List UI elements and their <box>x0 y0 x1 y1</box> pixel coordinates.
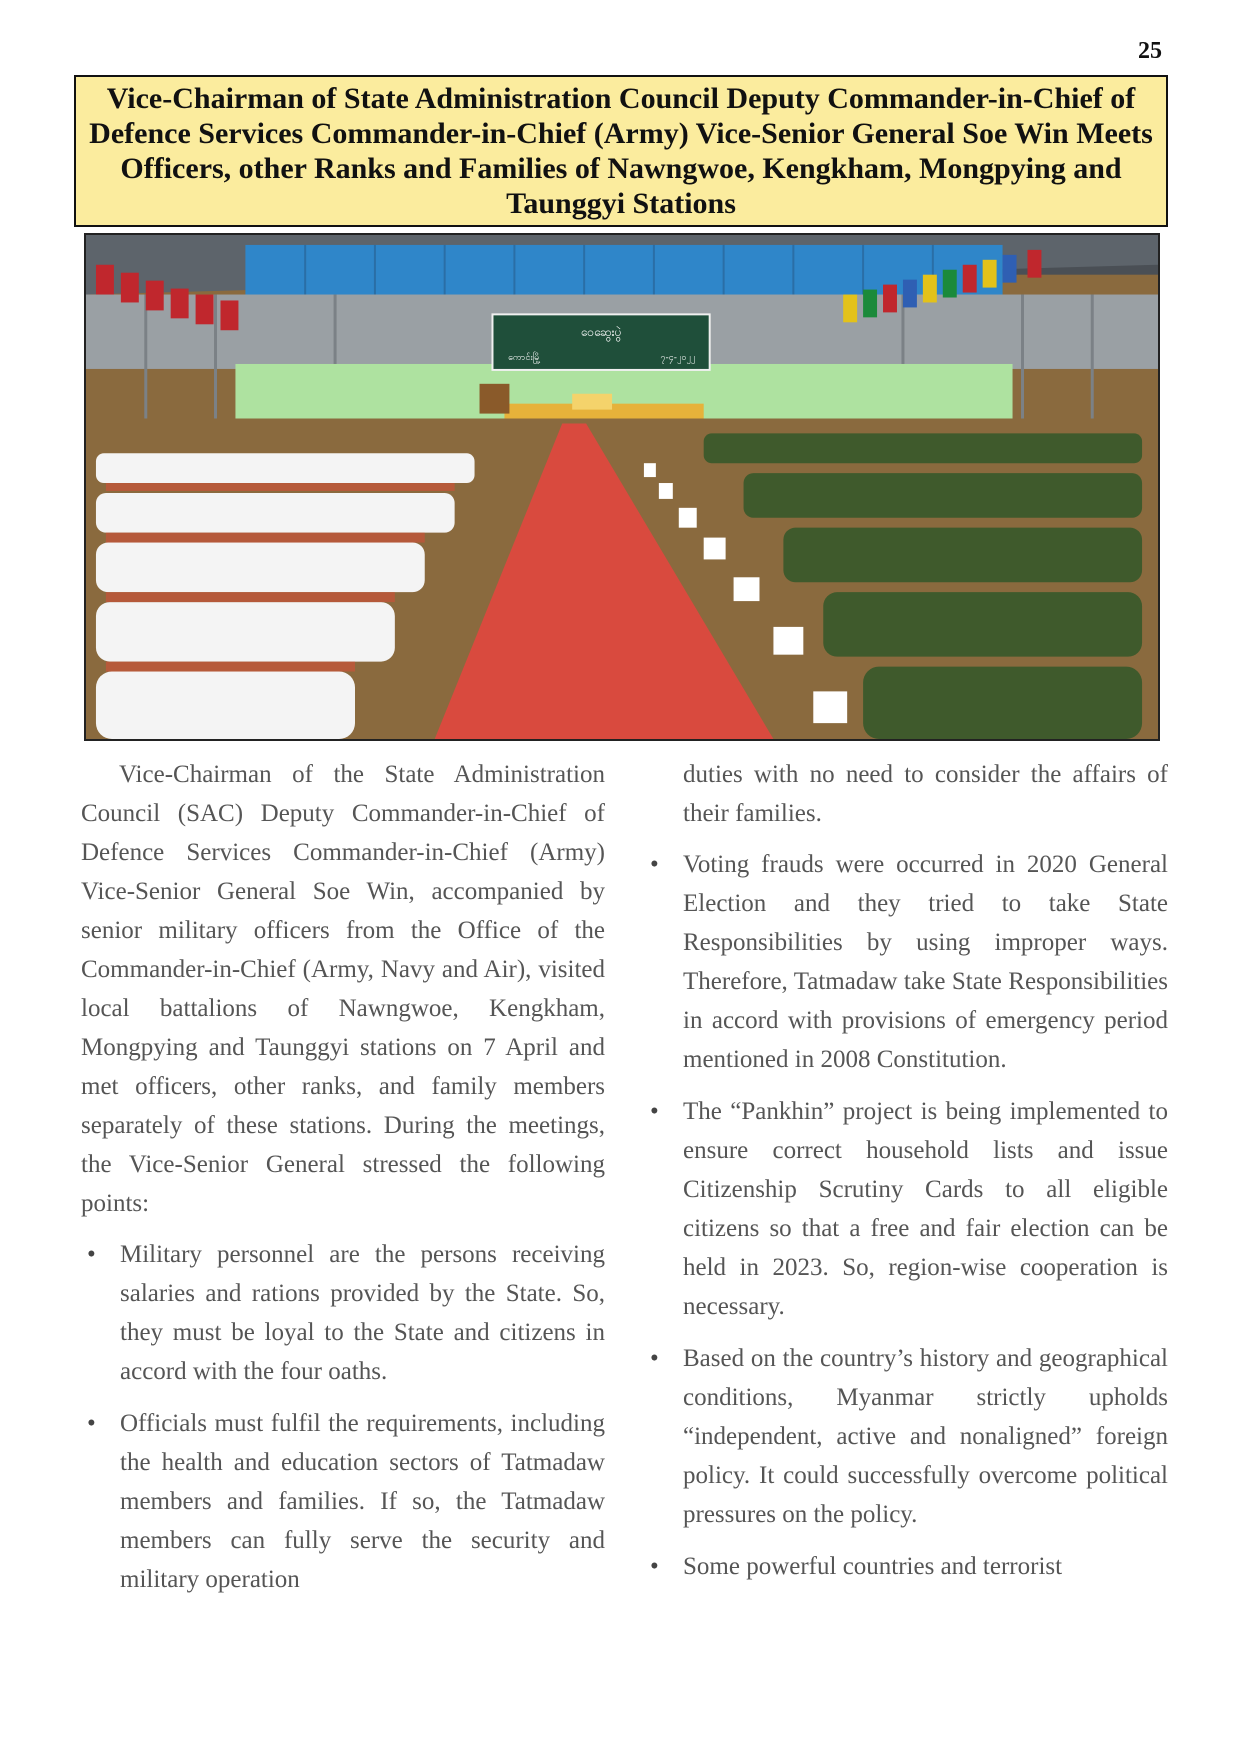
banner-left-text: ကောင်းမြို့ <box>508 353 541 364</box>
bullet-icon: • <box>87 1410 96 1437</box>
right-column <box>644 755 1168 1599</box>
list-item-text: Voting frauds were occurred in 2020 General Election and they tried to take State Responsibilities by using improper ways. Therefore, Tatmadaw take State Responsibilities in accord with provisions of emergency period mentioned in 2008 Constitution. <box>683 851 1168 1073</box>
bullet-icon: • <box>650 1098 659 1125</box>
left-column <box>81 755 605 1612</box>
list-item-text: The “Pankhin” project is being implemented to ensure correct household lists and issue Citizenship Scrutiny Cards to all eligible citizens so that a free and fair election can be held in 2023. So, region-wise cooperation is necessary. <box>683 1098 1168 1320</box>
list-item-text: Officials must fulfil the requirements, including the health and education sectors of Tatmadaw members and families. If so, the Tatmadaw members can fully serve the security and military operation <box>120 1410 605 1593</box>
meeting-photo <box>84 233 1160 741</box>
list-item-text: Some powerful countries and terrorist <box>683 1553 1063 1580</box>
meeting-hall-illustration <box>86 235 1158 739</box>
bullet-icon: • <box>87 1241 96 1268</box>
article-title: Vice-Chairman of State Administration Council Deputy Commander-in-Chief of Defence Services Commander-in-Chief (Army) Vice-Senior General Soe Win Meets Officers, other Ranks and Families of Nawngwoe, Kengkham, Mongpying and Taunggyi Stations <box>89 82 1153 220</box>
continuation-paragraph: duties with no need to consider the affairs of their families. <box>683 761 1168 827</box>
list-item <box>81 1235 605 1391</box>
intro-paragraph: Vice-Chairman of the State Administration Council (SAC) Deputy Commander-in-Chief of Defence Services Commander-in-Chief (Army) Vice-Senior General Soe Win, accompanied by senior military officers from the Office of the Commander-in-Chief (Army, Navy and Air), visited local battalions of Nawngwoe, Kengkham, Mongpying and Taunggyi stations on 7 April and met officers, other ranks, and family members separately of these stations. During the meetings, the Vice-Senior General stressed the following points: <box>81 761 605 1217</box>
bullet-icon: • <box>650 851 659 878</box>
bullet-icon: • <box>650 1345 659 1372</box>
list-item <box>644 845 1168 1079</box>
left-bullet-list <box>81 1235 605 1599</box>
list-item-text: Military personnel are the persons receiving salaries and rations provided by the State. So, they must be loyal to the State and citizens in accord with the four oaths. <box>120 1241 605 1385</box>
page-number: 25 <box>1138 38 1162 64</box>
list-item <box>644 1547 1168 1586</box>
list-item-text: Based on the country’s history and geographical conditions, Myanmar strictly upholds “independent, active and nonaligned” foreign policy. It could successfully overcome political pressures on the policy. <box>683 1345 1168 1528</box>
right-bullet-list <box>644 845 1168 1586</box>
bullet-icon: • <box>650 1553 659 1580</box>
list-item <box>81 1404 605 1599</box>
title-box <box>74 75 1168 227</box>
banner-right-text: ၇-၄-၂၀၂၂ <box>660 353 696 364</box>
banner-heading: ဝေဆွေးပွဲ <box>580 325 622 340</box>
list-item <box>644 1339 1168 1534</box>
list-item <box>644 1092 1168 1326</box>
